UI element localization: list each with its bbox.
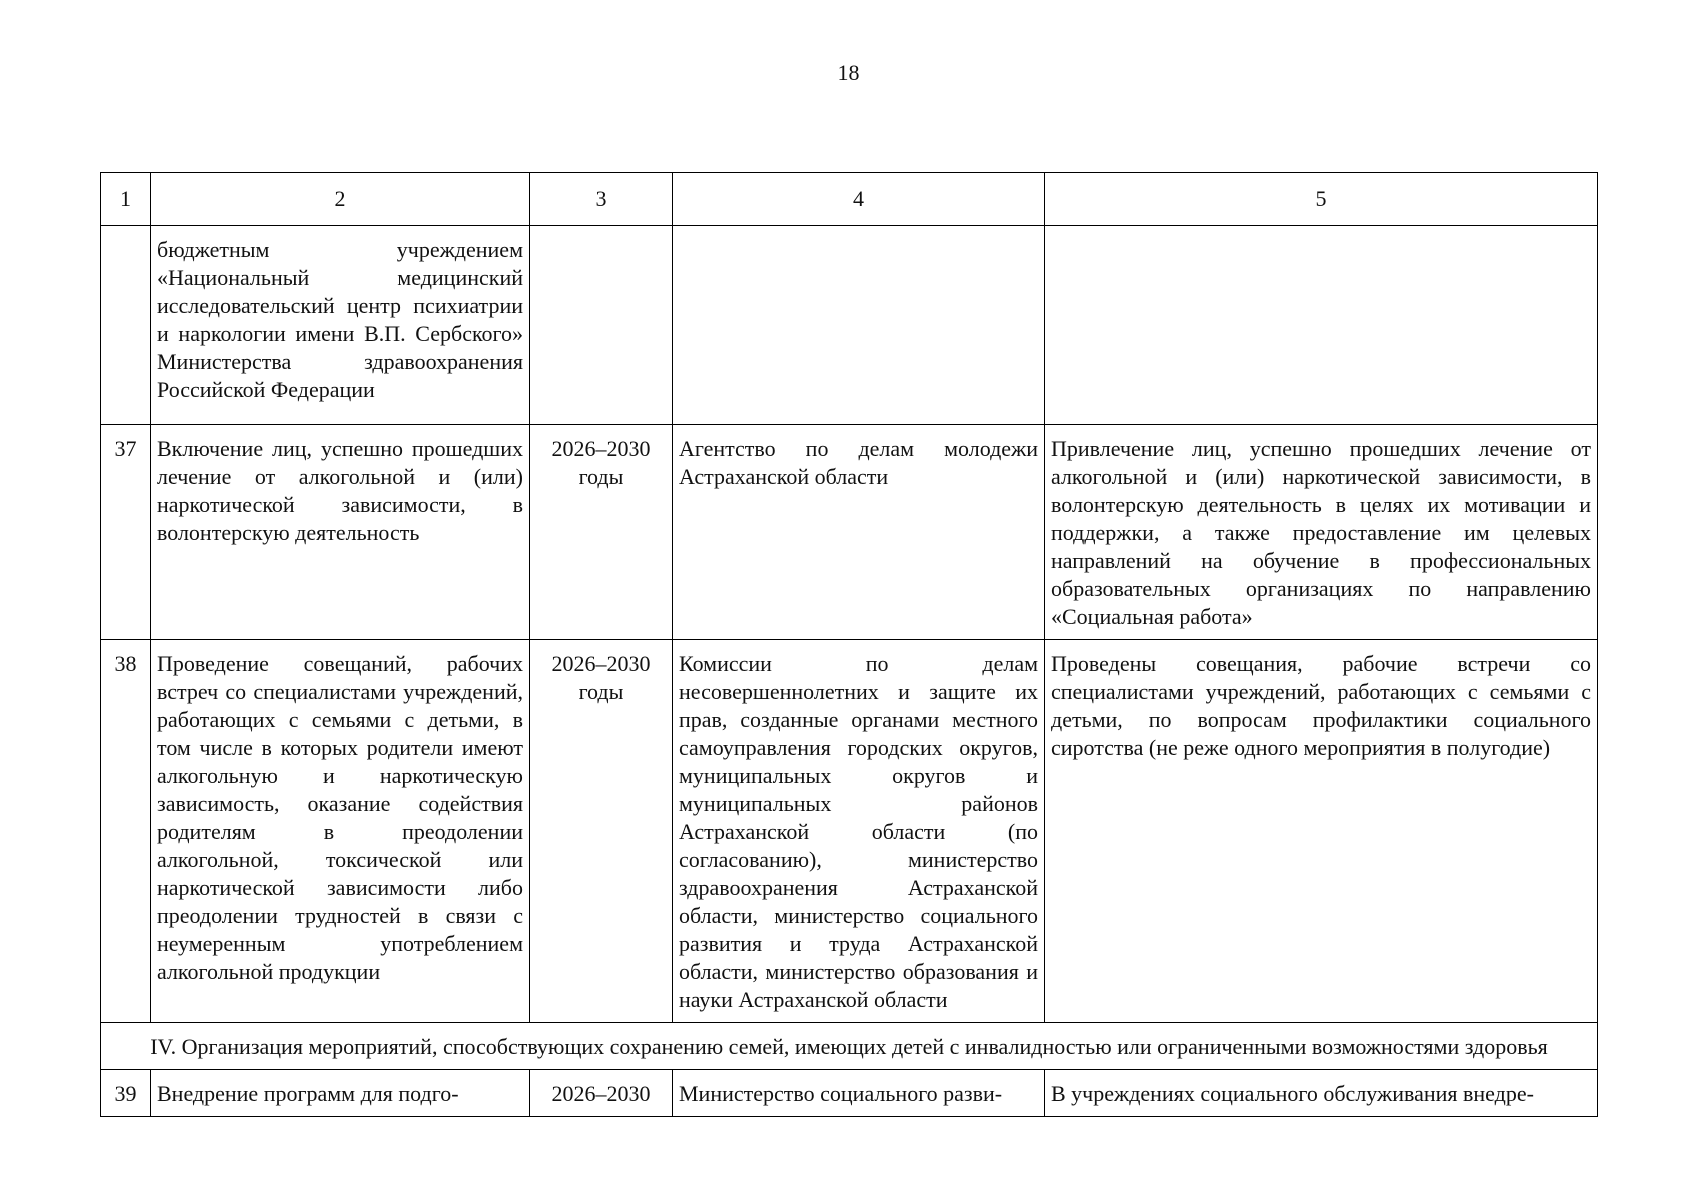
header-cell-5: 5 [1045,173,1598,226]
table-row-continuation [101,226,1598,425]
responsible-cell: Комиссии по делам несовершеннолетних и защите их прав, созданные органами местного самоуправления городских округов, муниципальных округов и муниципальных районов Астраханской области (по согласованию), министерство здравоохранения Астраханской области, министерство социального развития и труда Астраханской области, министерство образования и науки Астраханской области [673,640,1045,1023]
table-row [101,1070,1598,1117]
row-number: 38 [101,640,151,1023]
period-cell: 2026–2030 [530,1070,673,1117]
period-cell: 2026–2030 годы [530,425,673,640]
header-cell-4: 4 [673,173,1045,226]
activity-cell: Проведение совещаний, рабочих встреч со специалистами учреждений, работающих с семьями с детьми, в том числе в которых родители имеют алкогольную и наркотическую зависимость, оказание содействия родителям в преодолении алкогольной, токсической или наркотической зависимости либо преодолении трудностей в связи с неумеренным употреблением алкогольной продукции [151,640,530,1023]
activities-table [100,172,1598,1117]
header-cell-3: 3 [530,173,673,226]
result-cell: Проведены совещания, рабочие встречи со специалистами учреждений, работающих с семьями с детьми, по вопросам профилактики социального сиротства (не реже одного мероприятия в полугодие) [1045,640,1598,1023]
period-cell [530,226,673,425]
table-row [101,425,1598,640]
header-cell-1: 1 [101,173,151,226]
table-header-row [101,173,1598,226]
section-heading-row [101,1023,1598,1070]
result-cell [1045,226,1598,425]
period-cell: 2026–2030 годы [530,640,673,1023]
page-number: 18 [837,60,860,85]
activity-cell: Включение лиц, успешно прошедших лечение от алкогольной и (или) наркотической зависимости, в волонтерскую деятельность [151,425,530,640]
result-cell: Привлечение лиц, успешно прошедших лечение от алкогольной и (или) наркотической зависимости, в волонтерскую деятельность в целях их мотивации и поддержки, а также предоставление им целевых направлений на обучение в профессиональных образовательных организациях по направлению «Социальная работа» [1045,425,1598,640]
activity-cell: бюджетным учреждением «Национальный медицинский исследовательский центр психиатрии и наркологии имени В.П. Сербского» Министерства здравоохранения Российской Федерации [151,226,530,425]
responsible-cell: Агентство по делам молодежи Астраханской области [673,425,1045,640]
table-row [101,640,1598,1023]
row-number [101,226,151,425]
header-cell-2: 2 [151,173,530,226]
row-number: 39 [101,1070,151,1117]
section-heading: IV. Организация мероприятий, способствующих сохранению семей, имеющих детей с инвалидностью или ограниченными возможностями здоровья [101,1023,1598,1070]
activity-cell: Внедрение программ для подго- [151,1070,530,1117]
responsible-cell [673,226,1045,425]
row-number: 37 [101,425,151,640]
responsible-cell: Министерство социального разви- [673,1070,1045,1117]
result-cell: В учреждениях социального обслуживания внедре- [1045,1070,1598,1117]
